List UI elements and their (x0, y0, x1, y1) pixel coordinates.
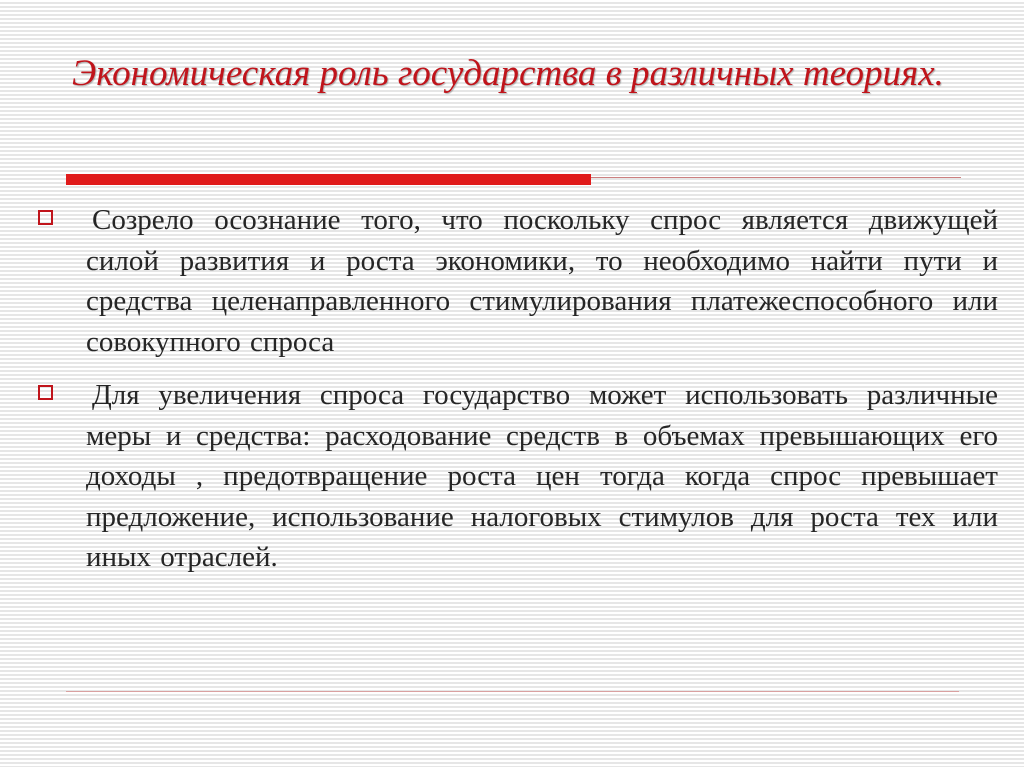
bullet-text: Созрело осознание того, что поскольку спрос является движущей силой развития и роста экономики, то необходимо найти пути и средства целенаправленного стимулирования платежеспособного или совокупного спроса (86, 204, 998, 358)
slide-title: Экономическая роль государства в различных теориях. (72, 53, 944, 94)
hollow-square-bullet-icon (38, 385, 53, 400)
hollow-square-bullet-icon (38, 210, 53, 225)
title-underline-thick (66, 174, 591, 185)
bullet-item (36, 375, 998, 578)
footer-divider (66, 691, 959, 692)
bullet-list (36, 200, 998, 578)
title-underline-thin (591, 177, 961, 178)
bullet-item (36, 200, 998, 362)
bullet-text: Для увеличения спроса государство может использовать различные меры и средства: расходование средств в объемах превышающих его доходы , предотвращение роста цен тогда когда спрос превышает предложение, использование налоговых стимулов для роста тех или иных отраслей. (86, 379, 998, 573)
